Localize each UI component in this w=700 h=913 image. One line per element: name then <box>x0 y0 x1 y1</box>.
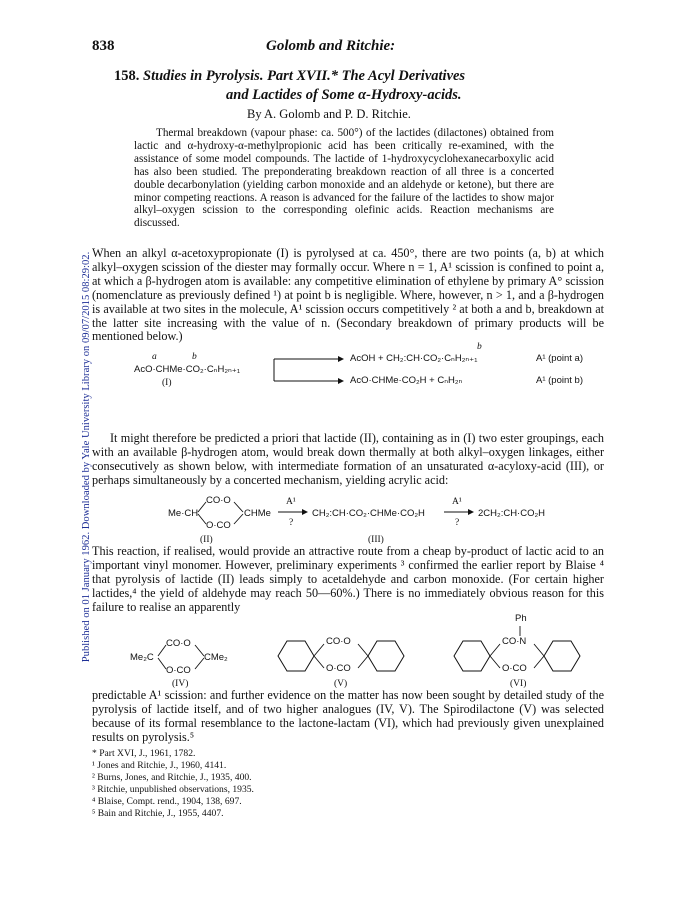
scheme1-point-a: a <box>152 352 157 362</box>
intermediate-iii: CH₂:CH·CO₂·CHMe·CO₂H <box>312 508 425 519</box>
page-number: 838 <box>92 38 115 54</box>
footnote: ² Burns, Jones, and Ritchie, J., 1935, 400. <box>92 772 252 783</box>
page-header <box>92 38 612 58</box>
scheme2-arrow-1 <box>278 508 308 516</box>
footnote: * Part XVI, J., 1961, 1782. <box>92 748 196 759</box>
iv-ring-top: CO·O <box>166 638 191 649</box>
vi-ring-bottom: O·CO <box>502 663 527 674</box>
iv-ring-bottom: O·CO <box>166 665 191 676</box>
label-compound-vi: (VI) <box>510 679 527 689</box>
scheme1-product1-point-b: b <box>477 342 482 352</box>
abstract: Thermal breakdown (vapour phase: ca. 500°) of the lactides (dilactones) obtained from lactic and α-hydroxy-α-methylpropionic acid has been critically re-examined, with the assistance of some model compounds. The lactide of 1-hydroxycyclohexanecarboxylic acid has also been studied. The preponderating breakdown reaction of all three is a concerted double decarbonylation (yielding carbon monoxide and an aldehyde or ketone), but there are minor competing reactions. A reason is advanced for the failure of the lactides to show major alkyl–oxygen scission to the corresponding olefinic acids. Reaction mechanisms are discussed. <box>134 127 554 230</box>
publication-sidebar-note: Published on 01 January 1962. Downloaded by Yale University Library on 09/07/2015 08:29:02. <box>81 251 92 663</box>
arrow1-bottom-label: ? <box>289 518 294 528</box>
paragraph-3: This reaction, if realised, would provide an attractive route from a cheap by-product of lactic acid to an important vinyl monomer. However, preliminary experiments ³ confirmed the earlier report by Blaise ⁴ that pyrolysis of lactide (II) leads simply to acetaldehyde and carbon monoxide. (For certain higher lactides,⁴ the yield of aldehyde may reach 50—60%.) There is no immediately obvious reason for this failure to realise an apparently <box>92 544 604 614</box>
title-line-2: and Lactides of Some α-Hydroxy-acids. <box>226 87 462 103</box>
product-acrylic-acid: 2CH₂:CH·CO₂H <box>478 508 546 519</box>
paragraph-2: It might therefore be predicted a priori that lactide (II), containing as in (I) two ester groupings, each with an available β-hydrogen atom, would break down thermally at both alkyl–oxygen linkages, either consecutively as shown below, with intermediate formation of an unsaturated α-acyloxy-acid (III), or perhaps simultaneously by a concerted mechanism, yielding acrylic acid: <box>92 431 604 487</box>
title-line-1: Studies in Pyrolysis. Part XVII.* The Acyl Derivatives <box>143 68 466 84</box>
article-number: 158. <box>114 68 140 84</box>
label-compound-iii: (III) <box>368 535 384 545</box>
label-compound-v: (V) <box>334 679 348 689</box>
lactide-ring-bottom: O·CO <box>206 520 231 531</box>
iv-ring-bonds <box>154 643 210 671</box>
footnote: ¹ Jones and Ritchie, J., 1960, 4141. <box>92 760 227 771</box>
v-ring-top: CO·O <box>326 636 351 647</box>
iv-right-group: CMe₂ <box>204 652 228 663</box>
footnote: ⁴ Blaise, Compt. rend., 1904, 138, 697. <box>92 796 242 807</box>
scheme1-product-2: AcO·CHMe·CO₂H + CₙH₂ₙ <box>350 375 463 386</box>
footnote: ⁵ Bain and Ritchie, J., 1955, 4407. <box>92 808 224 819</box>
arrow1-top-label: A¹ <box>286 497 296 507</box>
label-compound-ii: (II) <box>200 535 213 545</box>
scheme2-arrow-2 <box>444 508 474 516</box>
running-title: Golomb and Ritchie: <box>266 38 396 54</box>
arrow2-bottom-label: ? <box>455 518 460 528</box>
scheme1-reactant: AcO·CHMe·CO₂·CₙH₂ₙ₊₁ <box>134 364 241 375</box>
vi-ring-top: CO·N <box>502 636 527 647</box>
label-compound-iv: (IV) <box>172 679 189 689</box>
scheme1-note-1: A¹ (point a) <box>536 353 583 364</box>
lactide-ring-bonds <box>194 500 250 526</box>
scheme1-point-b: b <box>192 352 197 362</box>
lactide-left-group: Me·CH <box>168 508 199 519</box>
lactide-ring-top: CO·O <box>206 495 231 506</box>
vi-phenyl: Ph <box>515 613 527 624</box>
arrow2-top-label: A¹ <box>452 497 462 507</box>
lactide-right-group: CHMe <box>244 508 271 519</box>
scheme1-compound-label: (I) <box>162 378 172 388</box>
v-ring-bottom: O·CO <box>326 663 351 674</box>
article-title <box>114 68 614 85</box>
scheme1-product-1: AcOH + CH₂:CH·CO₂·CₙH₂ₙ₊₁ <box>350 353 478 364</box>
byline: By A. Golomb and P. D. Ritchie. <box>247 107 411 121</box>
scheme1-note-2: A¹ (point b) <box>536 375 583 386</box>
scheme1-arrows <box>274 355 344 385</box>
iv-left-group: Me₂C <box>130 652 154 663</box>
paragraph-4: predictable A¹ scission: and further evidence on the matter has now been sought by detailed study of the pyrolysis of lactide itself, and of two higher analogues (IV, V). The Spirodilactone (V) was selected because of its formal resemblance to the lactone-lactam (VI), which had previously given unexplained results on pyrolysis.⁵ <box>92 688 604 744</box>
paragraph-1: When an alkyl α-acetoxypropionate (I) is pyrolysed at ca. 450°, there are two points (a, b) at which alkyl–oxygen scission of the diester may formally occur. Where n = 1, A¹ scission is confined to point a, at which a β-hydrogen atom is available: any competitive elimination of ethylene by primary A° scission (nomenclature as previously defined ¹) at point b is negligible. Where, however, n > 1, and a β-hydrogen is available at two sites in the molecule, A¹ scission occurs competitively ² at both a and b, breakdown at the latter site increasing with the value of n. (Secondary breakdown of primary products will be mentioned below.) <box>92 246 604 344</box>
footnote: ³ Ritchie, unpublished observations, 1935. <box>92 784 254 795</box>
